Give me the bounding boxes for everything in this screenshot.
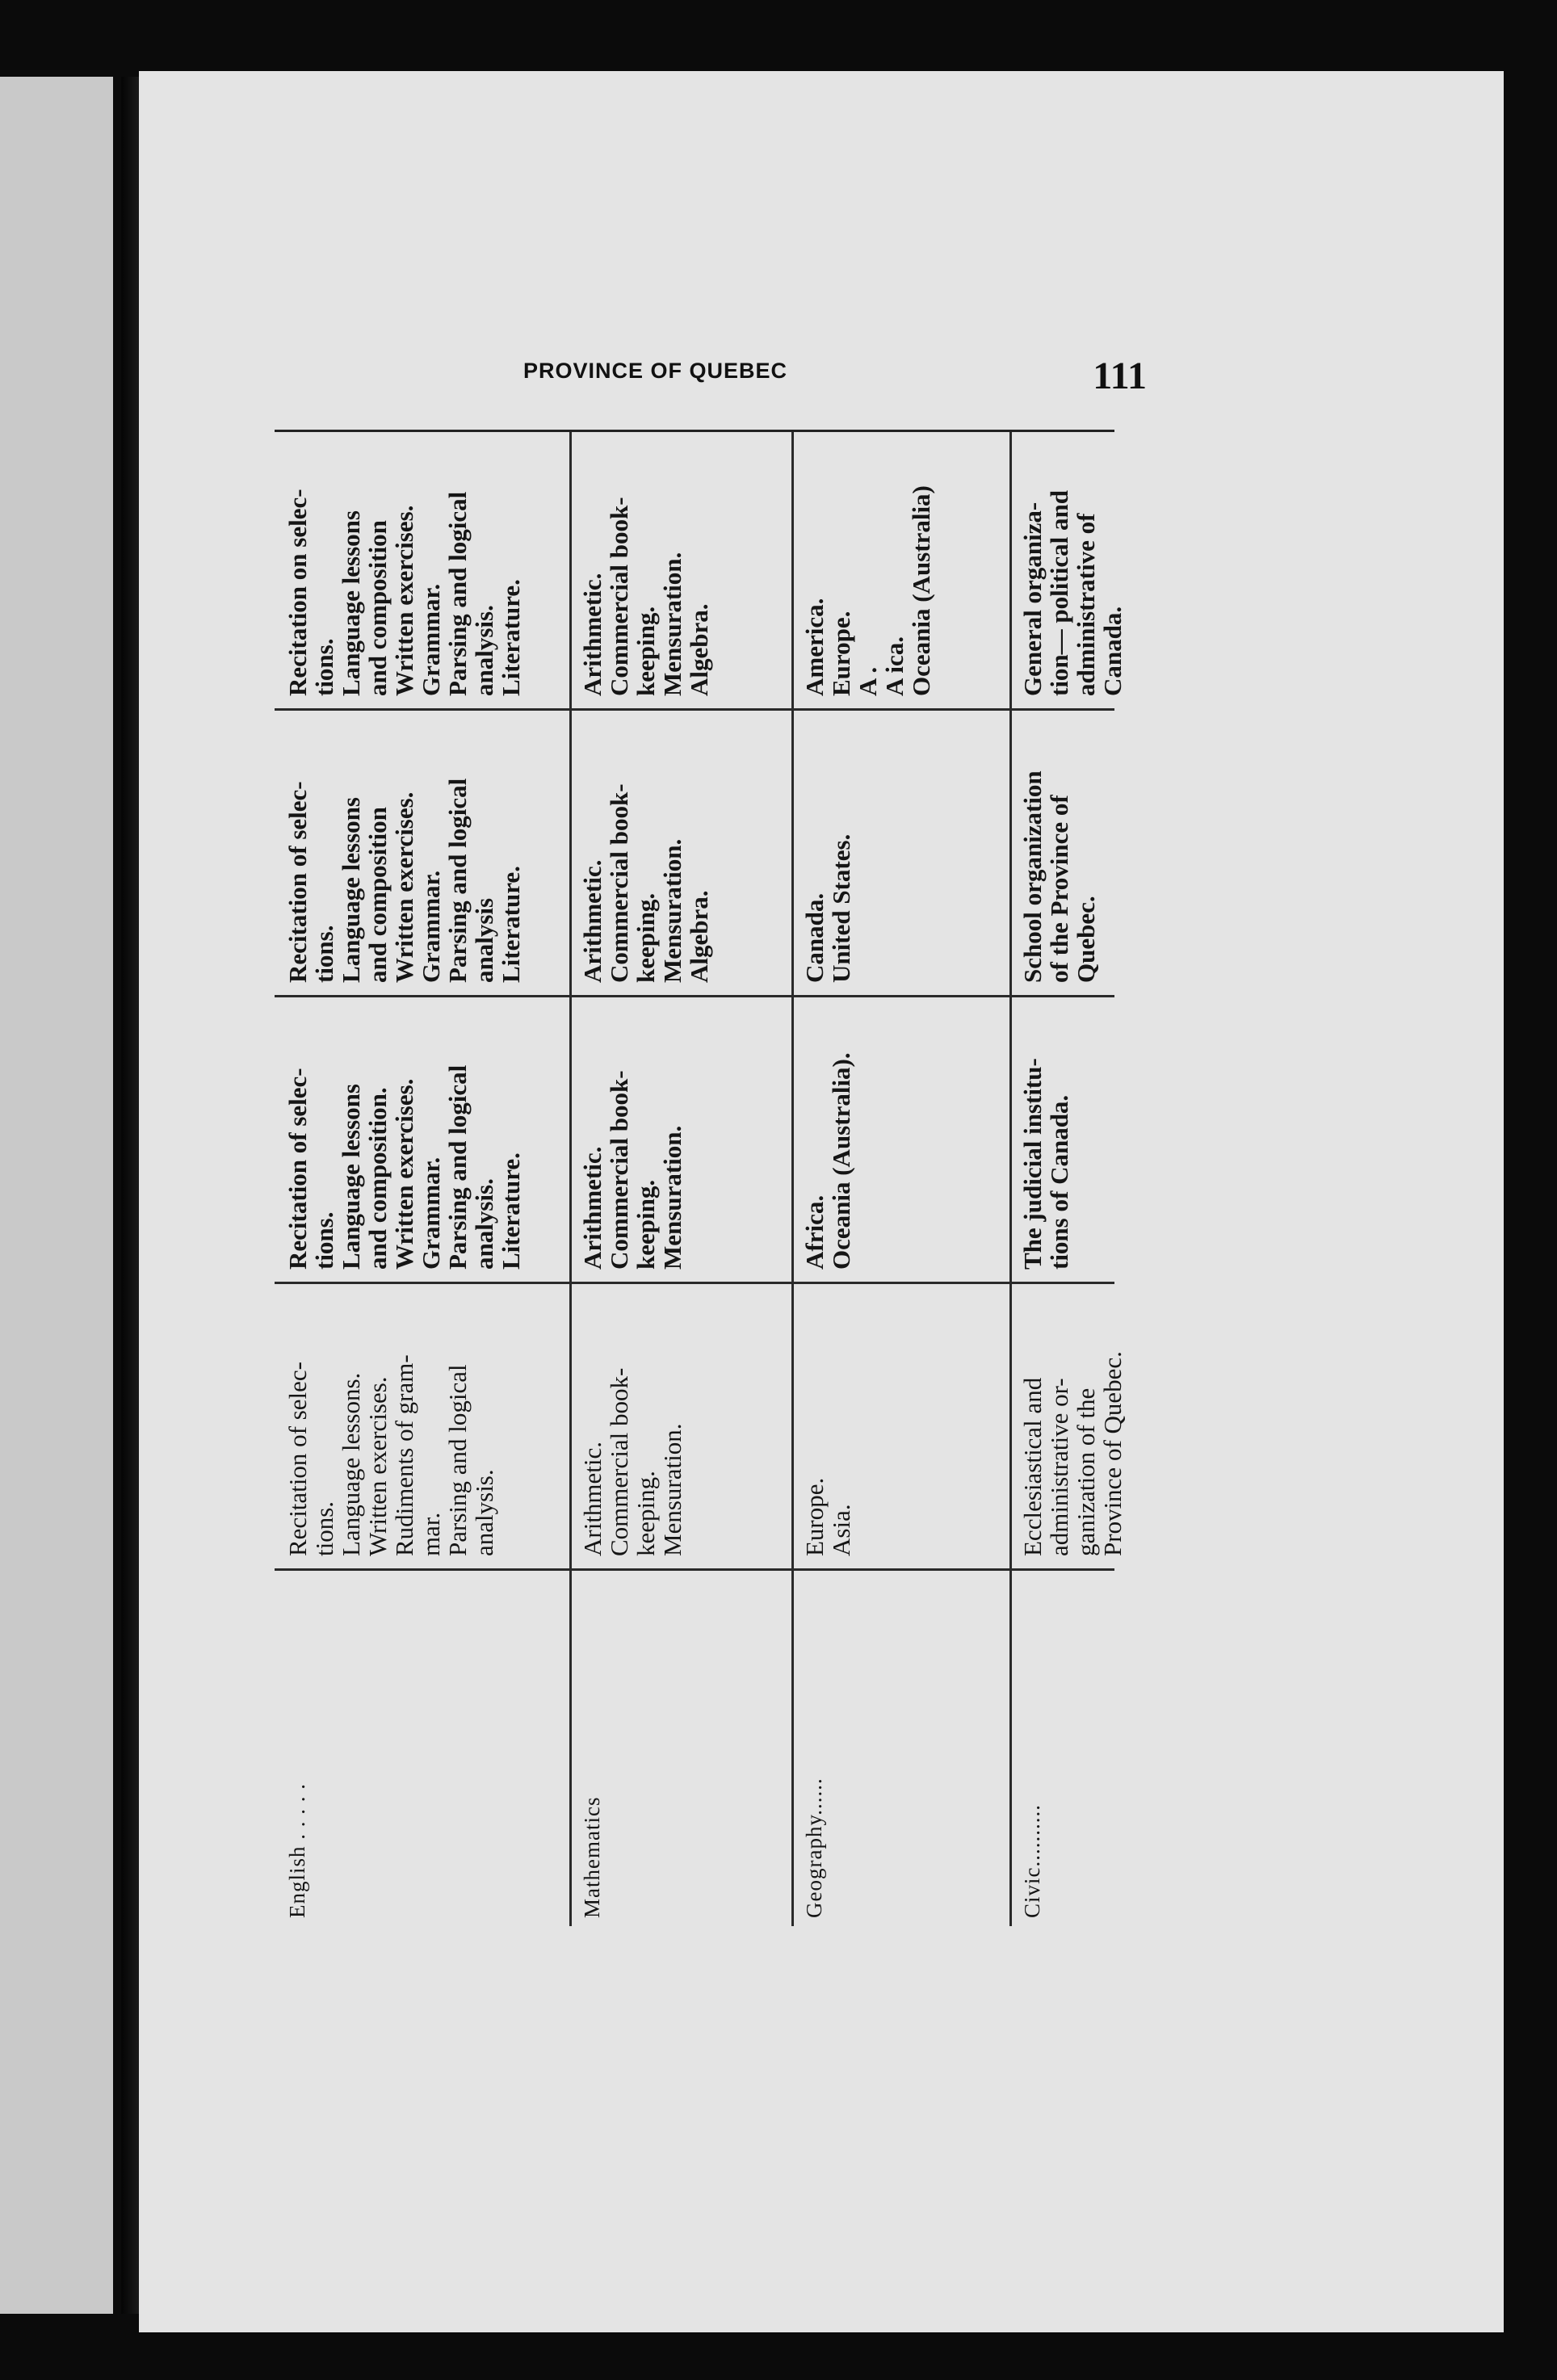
cell-line: Literature. [497, 1152, 525, 1270]
cell-line: keeping. [632, 892, 660, 983]
cell-line: Mensuration. [658, 838, 686, 983]
table-cell [275, 1284, 569, 1571]
table-cell [1009, 1284, 1127, 1571]
cell-line: Canada. [1098, 606, 1127, 696]
cell-line: Language lessons [337, 1084, 365, 1270]
cell-line: keeping. [632, 606, 660, 696]
table-cell [1009, 997, 1114, 1284]
subject-label: English . . . . . [285, 1782, 309, 1918]
cell-line: Language lessons [337, 797, 365, 983]
cell-line: and composition [363, 520, 392, 696]
table-cell [791, 997, 1009, 1284]
cell-line: Europe. [827, 611, 855, 696]
cell-line: Recitation on selec- [283, 489, 312, 696]
column-divider [275, 1568, 1114, 1571]
table-row [569, 432, 794, 1926]
cell-line: Province of Quebec. [1098, 1351, 1127, 1556]
cell-line: Quebec. [1072, 896, 1100, 983]
cell-line: and composition. [363, 1087, 392, 1270]
cell-line: Commercial book- [605, 1070, 633, 1270]
running-title: PROVINCE OF QUEBEC [523, 359, 788, 383]
cell-line: Parsing and logical [443, 1064, 472, 1270]
cell-line: Commercial book- [605, 497, 633, 696]
cell-line: A ica. [880, 636, 909, 696]
cell-line: Written exercises. [390, 505, 418, 696]
cell-line: Algebra. [685, 603, 713, 696]
cell-line: tions. [310, 925, 338, 983]
cell-line: Parsing and logical [443, 491, 472, 696]
cell-line: keeping. [632, 1179, 660, 1270]
page-number: 111 [1093, 355, 1147, 397]
cell-line: Mensuration. [658, 1423, 686, 1556]
subject-label: Mathematics [580, 1796, 604, 1918]
cell-line: and composition [363, 807, 392, 983]
cell-line: Grammar. [417, 583, 445, 696]
cell-line: The judicial institu- [1018, 1058, 1047, 1270]
cell-line: Africa. [800, 1194, 829, 1270]
cell-line: Written exercises. [363, 1376, 392, 1556]
cell-line: tion— political and [1045, 490, 1073, 696]
cell-line: Mensuration. [658, 552, 686, 696]
cell-line: Commercial book- [605, 1367, 633, 1556]
table-cell [1009, 432, 1127, 711]
cell-line: tions. [310, 1211, 338, 1270]
cell-line: Parsing and logical [443, 1364, 472, 1556]
cell-line: School organization [1018, 770, 1047, 983]
cell-line: Mensuration. [658, 1125, 686, 1270]
cell-line: Commercial book- [605, 783, 633, 983]
cell-line: analysis. [470, 605, 498, 696]
cell-line: General organiza- [1018, 502, 1047, 696]
table-row [791, 432, 1012, 1926]
table-cell [569, 997, 791, 1284]
cell-line: analysis. [470, 1469, 498, 1556]
column-divider [275, 708, 1114, 711]
table-cell [791, 432, 1009, 711]
cell-line: administrative or- [1045, 1378, 1073, 1556]
left-page-edge [0, 77, 113, 2314]
cell-line: Literature. [497, 866, 525, 983]
cell-line: Parsing and logical [443, 778, 472, 983]
cell-line: Arithmetic. [578, 859, 606, 983]
cell-line: Language lessons [337, 510, 365, 696]
cell-line: analysis [470, 897, 498, 983]
table-row [1009, 432, 1127, 1926]
cell-line: Europe. [800, 1477, 829, 1556]
cell-line: Grammar. [417, 1156, 445, 1270]
table-cell [275, 432, 569, 711]
cell-line: Grammar. [417, 870, 445, 983]
cell-line: Written exercises. [390, 791, 418, 983]
table-cell [569, 711, 791, 997]
table-row [275, 432, 572, 1926]
cell-line: Written exercises. [390, 1078, 418, 1270]
cell-line: Recitation of selec- [283, 1068, 312, 1270]
cell-line: Oceania (Australia) [907, 485, 935, 696]
cell-line: Literature. [497, 579, 525, 696]
cell-line: tions of Canada. [1045, 1094, 1073, 1270]
cell-line: America. [800, 598, 829, 696]
column-divider [275, 1282, 1114, 1284]
curriculum-table [275, 432, 1127, 1926]
cell-line: Arithmetic. [578, 573, 606, 696]
cell-line: Oceania (Australia). [827, 1052, 855, 1270]
table-cell [275, 711, 569, 997]
cell-line: Recitation of selec- [283, 781, 312, 983]
table-cell [569, 1284, 791, 1571]
cell-line: analysis. [470, 1178, 498, 1270]
table-cell [275, 997, 569, 1284]
table-cell [791, 711, 1009, 997]
cell-line: mar. [417, 1512, 445, 1556]
cell-line: tions. [310, 638, 338, 696]
cell-line: Ecclesiastical and [1018, 1377, 1047, 1556]
page-header [517, 354, 1147, 399]
cell-line: of the Province of [1045, 795, 1073, 983]
cell-line: keeping. [632, 1471, 660, 1556]
column-divider [275, 995, 1114, 997]
table-cell [1009, 711, 1114, 997]
cell-line: United States. [827, 833, 855, 983]
cell-line: Rudiments of gram- [390, 1354, 418, 1556]
subject-label: Geography...... [802, 1778, 826, 1918]
cell-line: Language lessons. [337, 1372, 365, 1556]
cell-line: Algebra. [685, 890, 713, 983]
cell-line: A . [854, 666, 882, 696]
cell-line: administrative of [1072, 513, 1100, 696]
curriculum-table-rotated [275, 432, 1127, 1926]
cell-line: Arithmetic. [578, 1441, 606, 1556]
cell-line: Asia. [827, 1504, 855, 1556]
table-cell [791, 1284, 1009, 1571]
cell-line: Canada. [800, 892, 829, 983]
cell-line: tions. [310, 1501, 338, 1556]
subject-label: Civic.......... [1020, 1804, 1044, 1918]
cell-line: Arithmetic. [578, 1146, 606, 1270]
cell-line: ganization of the [1072, 1387, 1100, 1556]
page-gutter [121, 77, 139, 2314]
cell-line: Recitation of selec- [283, 1361, 312, 1556]
table-cell [569, 432, 791, 711]
